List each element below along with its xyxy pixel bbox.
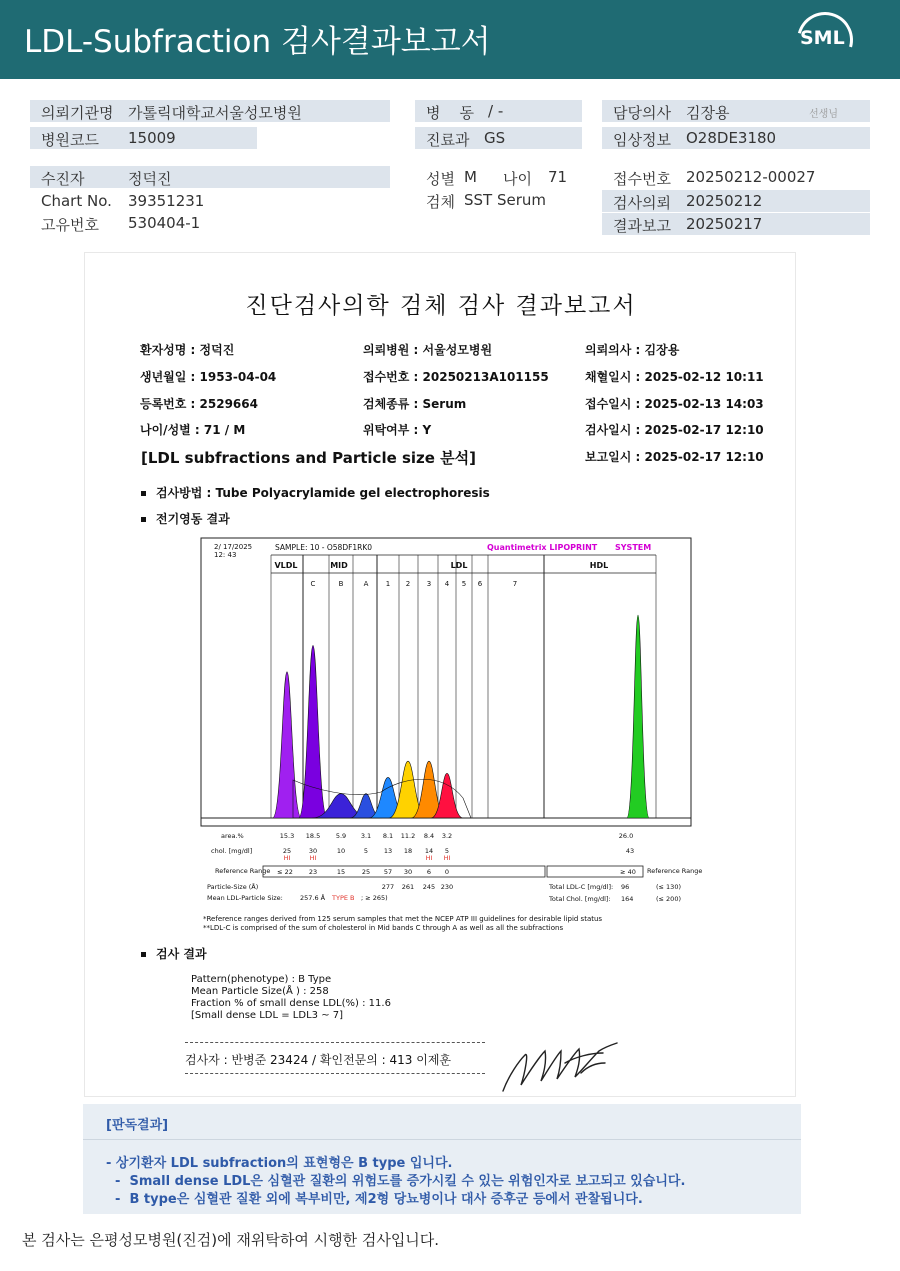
bullet-icon (141, 952, 146, 957)
area-value: 5.9 (335, 832, 347, 840)
band-label-c: C (310, 580, 316, 588)
area-value: 15.3 (279, 832, 295, 840)
band-label-3: 3 (426, 580, 432, 588)
info-reg-no: 등록번호 : 2529664 (140, 397, 258, 411)
info-doctor: 의뢰의사 : 김장용 (585, 343, 680, 357)
field-report-date (602, 213, 870, 235)
field-receipt-no (602, 166, 870, 188)
field-sex-age (415, 166, 582, 188)
ref-value: 6 (426, 868, 432, 876)
total-ldl-value: 96 (621, 883, 630, 891)
info-report-time: 보고일시 : 2025-02-17 12:10 (585, 450, 764, 464)
field-label-age: 나이 (503, 170, 532, 188)
field-label: 결과보고 (613, 217, 671, 235)
signer-line: 검사자 : 반병준 23424 / 확인전문의 : 413 이제훈 (185, 1053, 452, 1067)
chol-value: 30 (308, 847, 318, 855)
field-label: 임상정보 (613, 131, 671, 149)
field-label: Chart No. (41, 192, 112, 210)
method-text: 검사방법 : Tube Polyacrylamide gel electrophoresis (156, 486, 490, 500)
field-value: 정덕진 (128, 170, 172, 188)
divider (185, 1073, 485, 1074)
field-request-date (602, 190, 870, 212)
info-name: 환자성명 : 정덕진 (140, 343, 235, 357)
field-value: 20250212 (686, 192, 763, 210)
result-block (191, 974, 391, 1022)
band-label-1: 1 (385, 580, 391, 588)
row-label-area: area.% (221, 832, 244, 840)
chol-value: 14 (424, 847, 434, 855)
field-value: 20250217 (686, 215, 763, 233)
note-line: *Reference ranges derived from 125 serum samples that met the NCEP ATP III guidelines for desirable lipid status (203, 915, 603, 923)
group-label-ldl: LDL (450, 561, 468, 570)
area-value: 18.5 (305, 832, 321, 840)
chol-value: 18 (403, 847, 413, 855)
hi-flag: HI (283, 854, 291, 862)
ref-value: 30 (403, 868, 413, 876)
info-receipt: 접수번호 : 20250213A101155 (363, 370, 549, 384)
field-value: / - (488, 102, 504, 120)
info-age-sex: 나이/성별 : 71 / M (140, 423, 246, 437)
field-label: 고유번호 (41, 216, 99, 234)
header-bar (0, 0, 900, 79)
field-value: 530404-1 (128, 214, 201, 232)
particle-size: 230 (440, 883, 454, 891)
electro-text: 전기영동 결과 (156, 512, 230, 526)
result-line: Mean Particle Size(Å ) : 258 (191, 986, 329, 997)
logo-text: SML (800, 27, 845, 49)
field-hospital-code (30, 127, 257, 149)
interpretation-panel (83, 1104, 801, 1214)
area-value: 3.1 (360, 832, 372, 840)
group-label-mid: MID (330, 561, 348, 570)
chart-sample: SAMPLE: 10 - O58DF1RK0 (275, 543, 373, 552)
field-value: 20250212-00027 (686, 168, 816, 186)
type-label: TYPE B (332, 894, 355, 902)
band-label-a: A (363, 580, 369, 588)
info-test-time: 검사일시 : 2025-02-17 12:10 (585, 423, 764, 437)
panel-title: [판독결과] (106, 1118, 169, 1133)
info-consign: 위탁여부 : Y (363, 423, 432, 437)
hi-flag: HI (443, 854, 451, 862)
band-label-6: 6 (477, 580, 483, 588)
hdl-area: 26.0 (618, 832, 634, 840)
area-value: 3.2 (441, 832, 453, 840)
info-collect-time: 채혈일시 : 2025-02-12 10:11 (585, 370, 764, 384)
field-value: 가톨릭대학교서울성모병원 (128, 104, 302, 122)
field-value: SST Serum (464, 191, 547, 209)
field-hospital (30, 100, 390, 122)
total-ldl-limit: (≤ 130) (656, 883, 681, 891)
field-label: 병원코드 (41, 131, 99, 149)
band-label-5: 5 (461, 580, 467, 588)
chol-value: 13 (383, 847, 393, 855)
field-chart-no (30, 190, 390, 212)
area-value: 8.4 (423, 832, 435, 840)
result-line: [Small dense LDL = LDL3 ~ 7] (191, 1010, 344, 1021)
interpretation-line: - 상기환자 LDL subfraction의 표현형은 B type 입니다. (106, 1156, 453, 1171)
field-value: M (464, 168, 477, 186)
field-label: 병 동 (426, 104, 475, 122)
field-label: 검사의뢰 (613, 194, 671, 212)
report-document (84, 252, 796, 1097)
total-chol-value: 164 (621, 895, 634, 903)
electro-heading (141, 510, 230, 527)
info-specimen: 검체종류 : Serum (363, 397, 467, 411)
result-line: Pattern(phenotype) : B Type (191, 974, 332, 985)
area-value: 8.1 (382, 832, 394, 840)
group-label-hdl: HDL (589, 561, 609, 570)
note-line: **LDL-C is comprised of the sum of cholesterol in Mid bands C through A as well as all the subfractions (203, 924, 564, 932)
info-hospital: 의뢰병원 : 서울성모병원 (363, 343, 493, 357)
band-label-4: 4 (444, 580, 450, 588)
field-doctor (602, 100, 870, 122)
band-label-7: 7 (512, 580, 518, 588)
row-label-chol: chol. [mg/dl] (211, 847, 253, 855)
result-heading-text: 검사 결과 (156, 947, 207, 961)
result-heading (141, 945, 207, 962)
footer-note: 본 검사는 은평성모병원(진검)에 재위탁하여 시행한 검사입니다. (22, 1231, 440, 1249)
field-label: 진료과 (426, 131, 470, 149)
ref-value: 0 (444, 868, 450, 876)
particle-size: 261 (401, 883, 415, 891)
type-limit: ; ≥ 265) (361, 894, 388, 902)
info-birth: 생년월일 : 1953-04-04 (140, 370, 277, 384)
section-title: [LDL subfractions and Particle size 분석] (141, 449, 477, 467)
field-label: 성별 (426, 170, 455, 188)
field-label: 검체 (426, 193, 455, 211)
ref-value: 57 (383, 868, 393, 876)
hdl-chol: 43 (625, 847, 635, 855)
field-clinical-info (602, 127, 870, 149)
doctor-suffix: 선생님 (809, 109, 838, 120)
total-ldl-label: Total LDL-C [mg/dl]: (549, 883, 614, 891)
particle-size: 245 (422, 883, 436, 891)
interpretation-line: - Small dense LDL은 심혈관 질환의 위험도를 증가시킬 수 있는 위험인자로 보고되고 있습니다. (106, 1174, 686, 1189)
total-chol-label: Total Chol. [mg/dl]: (549, 895, 611, 903)
hi-flag: HI (309, 854, 317, 862)
row-label-ref: Reference Range (215, 867, 271, 875)
chol-value: 25 (282, 847, 292, 855)
report-title: 진단검사의학 검체 검사 결과보고서 (245, 293, 637, 319)
row-label-ref-right: Reference Range (647, 867, 703, 875)
ref-value: 15 (336, 868, 346, 876)
field-label: 의뢰기관명 (41, 104, 114, 122)
field-value: 15009 (128, 129, 176, 147)
ref-value: ≤ 22 (277, 868, 293, 876)
info-receipt-time: 접수일시 : 2025-02-13 14:03 (585, 397, 764, 411)
band-label-2: 2 (405, 580, 411, 588)
field-value-age: 71 (548, 168, 568, 186)
method-line (141, 484, 490, 501)
field-ward (415, 100, 582, 122)
particle-size: 277 (381, 883, 395, 891)
ref-value: 25 (361, 868, 371, 876)
field-label: 담당의사 (613, 104, 671, 122)
hdl-ref: ≥ 40 (620, 868, 636, 876)
field-value: O28DE3180 (686, 129, 777, 147)
chart-brand: Quantimetrix LIPOPRINT (487, 543, 598, 552)
total-chol-limit: (≤ 200) (656, 895, 681, 903)
band-label-b: B (338, 580, 344, 588)
field-value: 39351231 (128, 192, 205, 210)
chol-value: 10 (336, 847, 346, 855)
sml-logo (797, 12, 853, 68)
chart-date: 2/ 17/2025 (214, 543, 253, 551)
field-value: GS (484, 129, 506, 147)
field-unique-no (30, 212, 390, 234)
field-label: 수진자 (41, 170, 85, 188)
group-label-vldl: VLDL (274, 561, 298, 570)
field-patient (30, 166, 390, 188)
ref-value: 23 (308, 868, 318, 876)
chol-value: 5 (444, 847, 450, 855)
hi-flag: HI (425, 854, 433, 862)
chol-value: 5 (363, 847, 369, 855)
result-line: Fraction % of small dense LDL(%) : 11.6 (191, 998, 391, 1009)
chart-time: 12: 43 (214, 551, 237, 559)
area-value: 11.2 (400, 832, 416, 840)
panel-header (83, 1104, 801, 1140)
divider (185, 1042, 485, 1043)
bullet-icon (141, 517, 146, 522)
mean-size-value: 257.6 Å (300, 894, 326, 902)
interpretation-line: - B type은 심혈관 질환 외에 복부비만, 제2형 당뇨병이나 대사 증후군 등에서 관찰됩니다. (106, 1192, 643, 1207)
lipoprint-chart (201, 538, 703, 928)
chart-notes (203, 915, 602, 933)
page-title: LDL-Subfraction 검사결과보고서 (24, 24, 491, 60)
chart-brand-suffix: SYSTEM (615, 543, 652, 552)
bullet-icon (141, 491, 146, 496)
signature-image (495, 1033, 620, 1098)
row-label-size: Particle-Size (Å) (207, 883, 259, 891)
field-specimen (415, 189, 582, 211)
field-department (415, 127, 582, 149)
mean-size-label: Mean LDL-Particle Size: (207, 894, 283, 902)
field-value: 김장용 (686, 104, 730, 122)
field-label: 접수번호 (613, 170, 671, 188)
